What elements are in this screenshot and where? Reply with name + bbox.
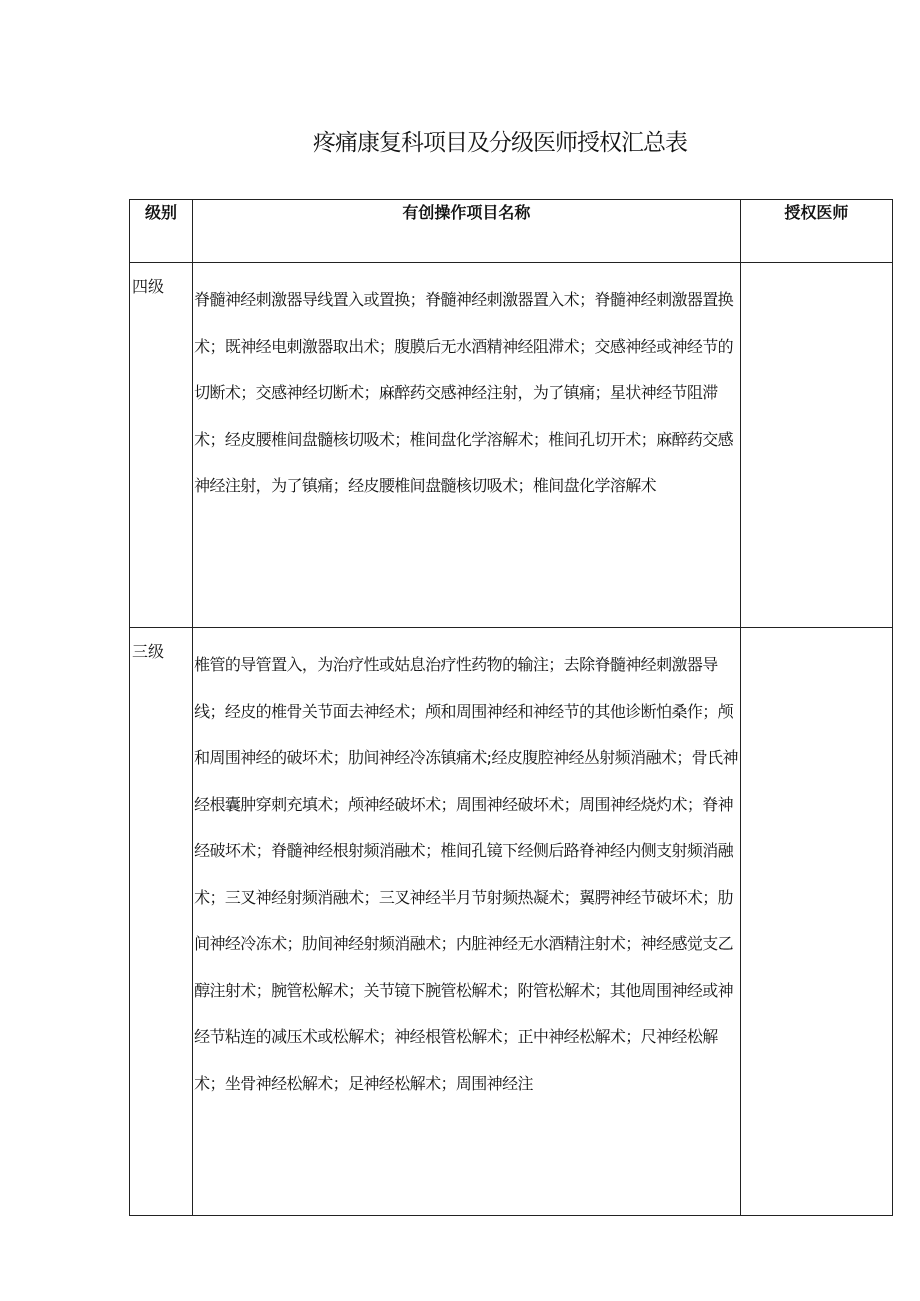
authorized-doctor-cell [740, 263, 892, 628]
table-row-level-3 [130, 628, 893, 1216]
authorized-doctor-cell [740, 628, 892, 1216]
header-level: 级别 [130, 200, 193, 263]
header-doctor: 授权医师 [740, 200, 892, 263]
level-cell: 四级 [130, 263, 193, 628]
header-items: 有创操作项目名称 [193, 200, 741, 263]
level-cell: 三级 [130, 628, 193, 1216]
procedure-list-cell: 脊髓神经刺激器导线置入或置换；脊髓神经刺激器置入术；脊髓神经刺激器置换术；既神经电刺激器取出术；腹膜后无水酒精神经阻滞术；交感神经或神经节的切断术；交感神经切断术；麻醉药交感神经注射，为了镇痛；星状神经节阻滞术；经皮腰椎间盘髓核切吸术；椎间盘化学溶解术；椎间孔切开术；麻醉药交感神经注射，为了镇痛；经皮腰椎间盘髓核切吸术；椎间盘化学溶解术 [193, 263, 741, 628]
authorization-table [129, 199, 893, 1216]
table-row-level-4 [130, 263, 893, 628]
page-title: 疼痛康复科项目及分级医师授权汇总表 [313, 130, 687, 156]
procedure-list-cell: 椎管的导管置入，为治疗性或姑息治疗性药物的输注；去除脊髓神经刺激器导线；经皮的椎骨关节面去神经术；颅和周围神经和神经节的其他诊断怕桑作；颅和周围神经的破坏术；肋间神经冷冻镇痛术;经皮腹腔神经丛射频消融术；骨氏神经根囊肿穿刺充填术；颅神经破坏术；周围神经破坏术；周围神经烧灼术；脊神经破坏术；脊髓神经根射频消融术；椎间孔镜下经侧后路脊神经内侧支射频消融术；三叉神经射频消融术；三叉神经半月节射频热凝术；翼腭神经节破坏术；肋间神经冷冻术；肋间神经射频消融术；内脏神经无水酒精注射术；神经感觉支乙醇注射术；腕管松解术；关节镜下腕管松解术；附管松解术；其他周围神经或神经节粘连的减压术或松解术；神经根管松解术；正中神经松解术；尺神经松解术；坐骨神经松解术；足神经松解术；周围神经注 [193, 628, 741, 1216]
table-header-row [130, 200, 893, 263]
